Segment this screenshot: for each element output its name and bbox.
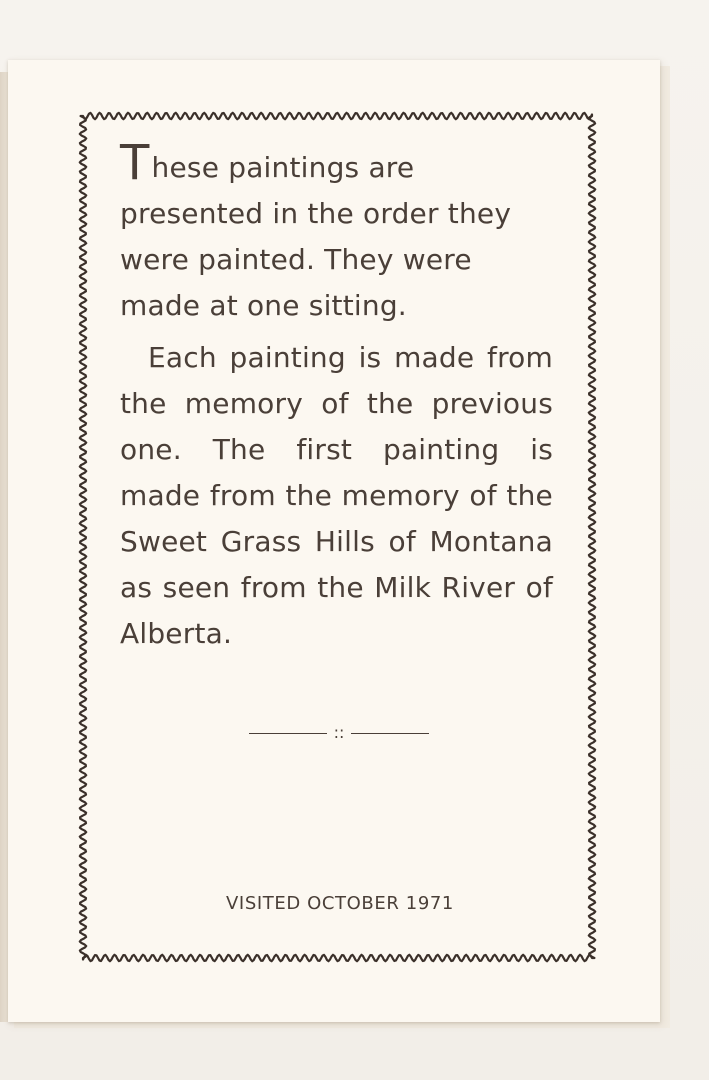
drop-cap: T: [120, 135, 150, 191]
page-text: [120, 135, 553, 657]
ornament-divider: [249, 722, 429, 746]
ornament-line-left: [249, 733, 327, 734]
paragraph-intro-text: hese paintings are presented in the order they were painted. They were made at one sitting.: [120, 151, 512, 322]
ornament-line-right: [351, 733, 429, 734]
paragraph-intro: [120, 135, 553, 329]
ornament-mark: ::: [333, 723, 345, 742]
paragraph-description: Each painting is made from the memory of the previous one. The first painting is made from the memory of the Sweet Grass Hills of Montana as seen from the Milk River of Alberta.: [120, 341, 553, 650]
visit-date-footer: VISITED OCTOBER 1971: [226, 893, 454, 914]
